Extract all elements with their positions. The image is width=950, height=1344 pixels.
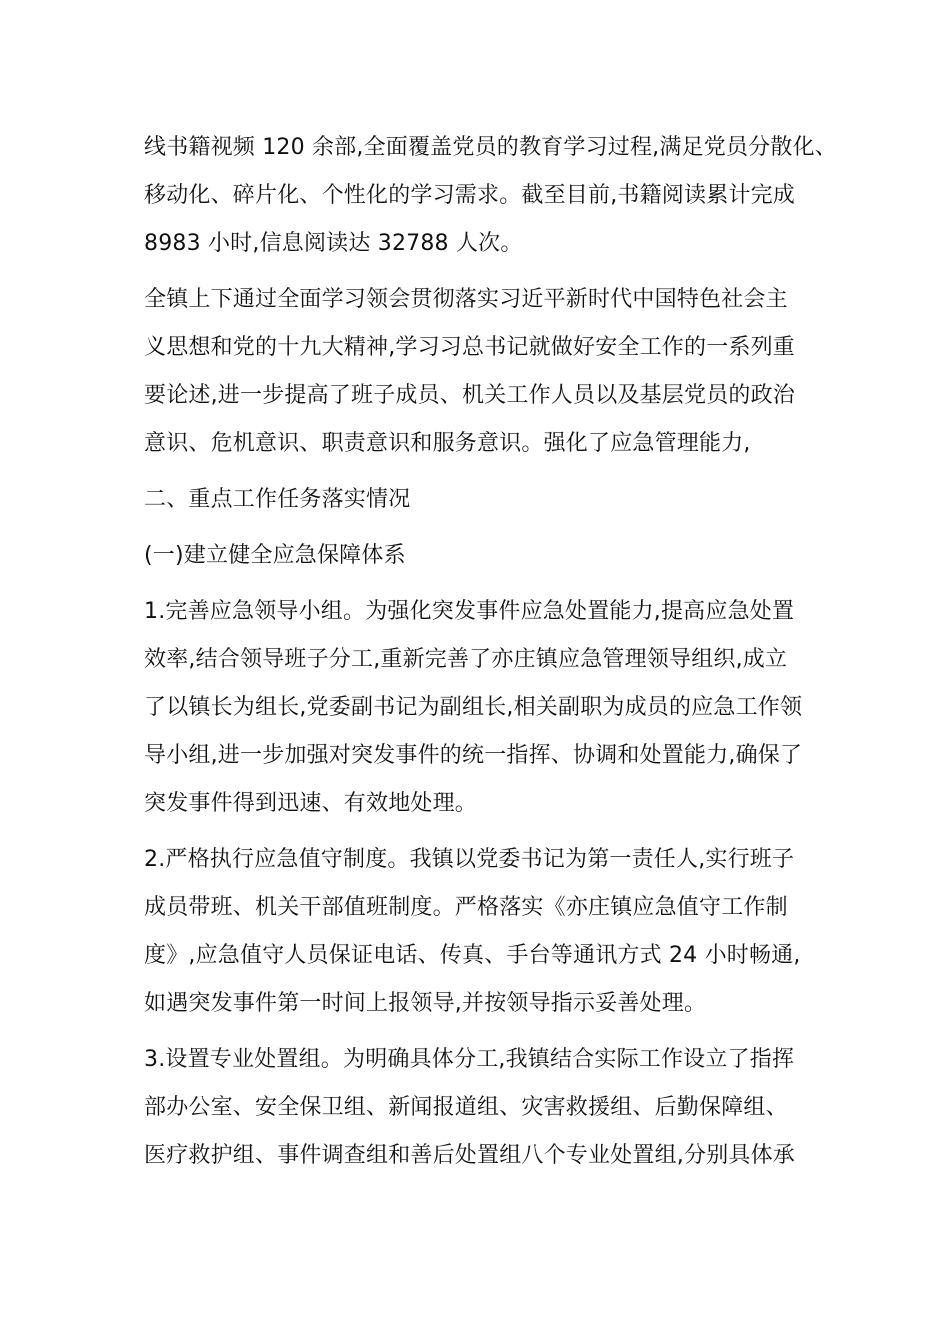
paragraph-item-2	[144, 836, 824, 1028]
document-body	[144, 124, 837, 1188]
text-line: 意识、危机意识、职责意识和服务意识。强化了应急管理能力,	[144, 431, 751, 456]
text-line: 度》,应急值守人员保证电话、传真、手台等通讯方式 24 小时畅通,	[144, 943, 801, 968]
text-line: 3.设置专业处置组。为明确具体分工,我镇结合实际工作设立了指挥	[144, 1047, 795, 1072]
text-line: 突发事件得到迅速、有效地处理。	[144, 791, 478, 816]
text-line: 要论述,进一步提高了班子成员、机关工作人员以及基层党员的政治	[144, 383, 795, 408]
text-line: 如遇突发事件第一时间上报领导,并按领导指示妥善处理。	[144, 991, 707, 1016]
text-line: 义思想和党的十九大精神,学习习总书记就做好安全工作的一系列重	[144, 335, 795, 360]
subsection-heading	[144, 532, 824, 580]
paragraph-study-summary	[144, 276, 824, 468]
text-line: 导小组,进一步加强对突发事件的统一指挥、协调和处置能力,确保了	[144, 743, 803, 768]
section-heading	[144, 476, 824, 524]
text-line: 全镇上下通过全面学习领会贯彻落实习近平新时代中国特色社会主	[144, 287, 788, 312]
text-line: 移动化、碎片化、个性化的学习需求。截至目前,书籍阅读累计完成	[144, 183, 795, 208]
text-line: (一)建立健全应急保障体系	[144, 543, 406, 568]
paragraph-item-3	[144, 1036, 824, 1180]
text-line: 成员带班、机关干部值班制度。严格落实《亦庄镇应急值守工作制	[144, 895, 788, 920]
text-line: 部办公室、安全保卫组、新闻报道组、灾害救援组、后勤保障组、	[144, 1095, 788, 1120]
text-line: 2.严格执行应急值守制度。我镇以党委书记为第一责任人,实行班子	[144, 847, 795, 872]
text-line: 8983 小时,信息阅读达 32788 人次。	[144, 231, 523, 256]
text-line: 效率,结合领导班子分工,重新完善了亦庄镇应急管理领导组织,成立	[144, 647, 788, 672]
paragraph-reading-stats	[144, 124, 837, 268]
text-line: 医疗救护组、事件调查组和善后处置组八个专业处置组,分别具体承	[144, 1143, 795, 1168]
text-line: 二、重点工作任务落实情况	[144, 487, 411, 512]
text-line: 线书籍视频 120 余部,全面覆盖党员的教育学习过程,满足党员分散化、	[144, 135, 837, 160]
paragraph-item-1	[144, 588, 824, 828]
text-line: 了以镇长为组长,党委副书记为副组长,相关副职为成员的应急工作领	[144, 695, 803, 720]
text-line: 1.完善应急领导小组。为强化突发事件应急处置能力,提高应急处置	[144, 599, 795, 624]
